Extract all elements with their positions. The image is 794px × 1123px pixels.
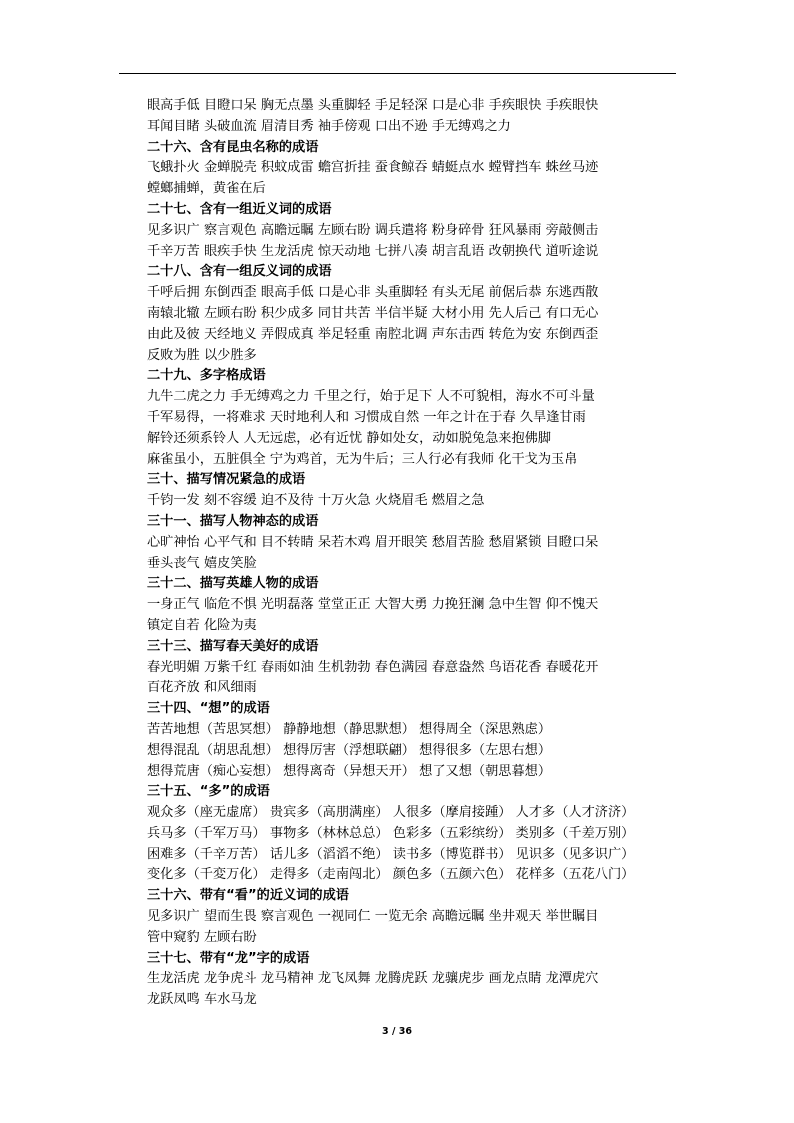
section-heading: 三十一、描写人物神态的成语	[147, 513, 319, 529]
section-heading: 二十八、含有一组反义词的成语	[147, 264, 332, 280]
text-line: 飞蛾扑火 金蝉脱壳 积蚊成雷 蟾宫折挂 蚕食鲸吞 蜻蜓点水 螳臂挡车 蛛丝马迹	[147, 160, 599, 176]
section-heading: 三十四、“想”的成语	[147, 701, 270, 717]
text-line: 眼高手低 目瞪口呆 胸无点墨 头重脚轻 手足轻深 口是心非 手疾眼快 手疾眼快	[147, 98, 599, 113]
text-line: 百花齐放 和风细雨	[147, 680, 257, 696]
section-heading: 二十六、含有昆虫名称的成语	[147, 139, 319, 155]
section-heading: 三十五、“多”的成语	[147, 784, 270, 800]
text-line: 心旷神怡 心平气和 目不转睛 呆若木鸡 眉开眼笑 愁眉苦脸 愁眉紧锁 目瞪口呆	[147, 534, 599, 550]
text-line: 观众多（座无虚席） 贵宾多（高朋满座） 人很多（摩肩接踵） 人才多（人才济济）	[147, 805, 635, 821]
text-line: 想得荒唐（痴心妄想） 想得离奇（异想天开） 想了又想（朝思暮想）	[147, 763, 552, 779]
text-line: 兵马多（千军万马） 事物多（林林总总） 色彩多（五彩缤纷） 类别多（千差万别）	[147, 825, 635, 841]
section-heading: 三十六、带有“看”的近义词的成语	[147, 888, 349, 904]
text-line: 春光明媚 万紫千红 春雨如油 生机勃勃 春色满园 春意盎然 鸟语花香 春暖花开	[147, 659, 599, 675]
text-line: 麻雀虽小，五脏俱全 宁为鸡首，无为牛后；三人行必有我师 化干戈为玉帛	[147, 451, 578, 467]
text-line: 千辛万苦 眼疾手快 生龙活虎 惊天动地 七拼八凑 胡言乱语 改朝换代 道听途说	[147, 243, 599, 259]
text-line: 垂头丧气 嬉皮笑脸	[147, 555, 257, 571]
text-line: 困难多（千辛万苦） 话儿多（滔滔不绝） 读书多（博览群书） 见识多（见多识广）	[147, 846, 635, 862]
text-line: 想得混乱（胡思乱想） 想得厉害（浮想联翩） 想得很多（左思右想）	[147, 742, 552, 758]
document-body	[147, 96, 687, 1011]
text-line: 反败为胜 以少胜多	[147, 347, 257, 363]
page-number: 3 / 36	[382, 1026, 412, 1037]
text-line: 千军易得，一将难求 天时地利人和 习惯成自然 一年之计在于春 久旱逢甘雨	[147, 409, 586, 425]
text-line: 九牛二虎之力 手无缚鸡之力 千里之行，始于足下 人不可貌相，海水不可斗量	[147, 389, 595, 405]
text-line: 苦苦地想（苦思冥想） 静静地想（静思默想） 想得周全（深思熟虑）	[147, 721, 552, 737]
section-heading: 二十九、多字格成语	[147, 368, 266, 384]
section-heading: 二十七、含有一组近义词的成语	[147, 201, 332, 217]
text-line: 见多识广 望而生畏 察言观色 一视同仁 一览无余 高瞻远瞩 坐井观天 举世瞩目	[147, 909, 599, 925]
header-rule	[119, 73, 676, 74]
text-line: 耳闻目睹 头破血流 眉清目秀 袖手傍观 口出不逊 手无缚鸡之力	[147, 118, 511, 134]
text-line: 管中窥豹 左顾右盼	[147, 929, 257, 945]
section-heading: 三十、描写情况紧急的成语	[147, 472, 306, 488]
section-heading: 三十三、描写春天美好的成语	[147, 638, 319, 654]
text-line: 螳螂捕蝉，黄雀在后	[147, 181, 266, 197]
text-line: 变化多（千変万化） 走得多（走南闯北） 颜色多（五颜六色） 花样多（五花八门）	[147, 867, 635, 883]
text-line: 南辕北辙 左顾右盼 积少成多 同甘共苦 半信半疑 大材小用 先人后己 有口无心	[147, 305, 599, 321]
text-line: 千钧一发 刻不容缓 迫不及待 十万火急 火烧眉毛 燃眉之急	[147, 493, 485, 509]
text-line: 千呼后拥 东倒西歪 眼高手低 口是心非 头重脚轻 有头无尾 前倨后恭 东逃西散	[147, 285, 599, 301]
text-line: 一身正气 临危不惧 光明磊落 堂堂正正 大智大勇 力挽狂澜 急中生智 仰不愧天	[147, 597, 599, 613]
text-line: 见多识广 察言观色 高瞻远瞩 左顾右盼 调兵遣将 粉身碎骨 狂风暴雨 旁敲侧击	[147, 222, 599, 238]
section-heading: 三十二、描写英雄人物的成语	[147, 576, 319, 592]
text-line: 镇定自若 化险为夷	[147, 617, 257, 633]
text-line: 解铃还须系铃人 人无远虑，必有近忧 静如处女，动如脱兔急来抱佛脚	[147, 430, 552, 446]
text-line: 由此及彼 天经地义 弄假成真 举足轻重 南腔北调 声东击西 转危为安 东倒西歪	[147, 326, 599, 342]
text-line: 龙跃凤鸣 车水马龙	[147, 992, 257, 1008]
text-line: 生龙活虎 龙争虎斗 龙马精神 龙飞凤舞 龙腾虎跃 龙骧虎步 画龙点睛 龙潭虎穴	[147, 971, 599, 987]
section-heading: 三十七、带有“龙”字的成语	[147, 950, 310, 966]
